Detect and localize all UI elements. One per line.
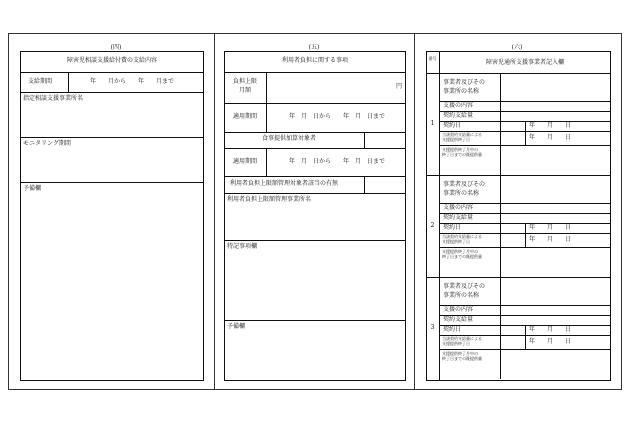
number-header: 番号 bbox=[428, 56, 437, 61]
remaining-label-2: 終了日までの既提供量 bbox=[442, 254, 482, 259]
cap-management-office-label: 利用者負担上限額管理事業所名 bbox=[227, 196, 312, 203]
panel5-label: (五) bbox=[308, 44, 320, 51]
operator-name-label-1: 事業者及びその bbox=[443, 283, 486, 290]
block-divider bbox=[426, 175, 611, 176]
operator-name-label-2: 事業所の名称 bbox=[443, 292, 480, 299]
end-date-label-1: 当該契約支給量による bbox=[442, 336, 482, 341]
contract-amount-label: 契約支給量 bbox=[443, 316, 474, 323]
meal-subject-label: 食事提供加算対象者 bbox=[262, 135, 317, 142]
contract-date-value: 年 月 日 bbox=[529, 122, 572, 129]
cap-unit: 円 bbox=[396, 83, 403, 90]
panel6-label: (六) bbox=[511, 44, 523, 51]
remaining-label-1: 支援提供終了月中の bbox=[442, 249, 478, 254]
applicable-period-label: 適用期間 bbox=[232, 113, 257, 120]
contract-amount-label: 契約支給量 bbox=[443, 214, 474, 221]
date-divider bbox=[525, 325, 526, 349]
row-number: 3 bbox=[430, 324, 435, 331]
panel4-reserve-label: 予備欄 bbox=[23, 185, 42, 192]
service-content-label: 支援の内容 bbox=[443, 102, 474, 109]
cap-management-label: 利用者負担上限額管理対象者該当の有無 bbox=[230, 180, 339, 187]
end-date-value: 年 月 日 bbox=[529, 236, 572, 243]
panel-divider-left bbox=[214, 33, 215, 390]
label-divider bbox=[500, 73, 501, 175]
service-content-label: 支援の内容 bbox=[443, 204, 474, 211]
end-date-label-2: 支援提供終了日 bbox=[442, 341, 470, 346]
end-date-label-2: 支援提供終了日 bbox=[442, 239, 470, 244]
applicable-period-value: 年 月 日から 年 月 日まで bbox=[289, 113, 386, 120]
support-period-label: 支給期間 bbox=[28, 78, 53, 85]
block-divider bbox=[426, 277, 611, 278]
contract-date-value: 年 月 日 bbox=[529, 326, 572, 333]
provider-name-label: 指定相談支援事業所名 bbox=[23, 95, 84, 102]
service-content-label: 支援の内容 bbox=[443, 306, 474, 313]
panel5-title: 利用者負担に関する事項 bbox=[281, 57, 348, 64]
support-period-value: 年 月から 年 月まで bbox=[90, 78, 175, 85]
end-date-label-1: 当該契約支給量による bbox=[442, 132, 482, 137]
operator-name-label-2: 事業所の名称 bbox=[443, 88, 480, 95]
panel5-reserve-label: 予備欄 bbox=[227, 323, 246, 330]
contract-date-label: 契約日 bbox=[443, 326, 462, 333]
meal-period-value: 年 月 日から 年 月 日まで bbox=[289, 158, 386, 165]
end-date-value: 年 月 日 bbox=[529, 134, 572, 141]
panel4-title: 障害児相談支援給付費の支給内容 bbox=[66, 57, 157, 64]
label-divider bbox=[500, 175, 501, 277]
panel4-label: (四) bbox=[110, 44, 122, 51]
operator-name-label-1: 事業者及びその bbox=[443, 181, 486, 188]
remaining-label-2: 終了日までの既提供量 bbox=[442, 152, 482, 157]
label-divider bbox=[500, 277, 501, 379]
operator-name-label-2: 事業所の名称 bbox=[443, 190, 480, 197]
contract-date-value: 年 月 日 bbox=[529, 224, 572, 231]
end-date-value: 年 月 日 bbox=[529, 338, 572, 345]
panel6-title: 障害児通所支援事業者記入欄 bbox=[485, 59, 564, 66]
contract-amount-label: 契約支給量 bbox=[443, 112, 474, 119]
operator-name-label-1: 事業者及びその bbox=[443, 79, 486, 86]
remaining-label-1: 支援提供終了月中の bbox=[442, 351, 478, 356]
end-date-label-2: 支援提供終了日 bbox=[442, 137, 470, 142]
contract-date-label: 契約日 bbox=[443, 224, 462, 231]
monitoring-period-label: モニタリング期間 bbox=[23, 140, 71, 147]
row-number: 1 bbox=[430, 120, 435, 127]
date-divider bbox=[525, 121, 526, 145]
remaining-label-1: 支援提供終了月中の bbox=[442, 147, 478, 152]
special-notes-label: 特記事項欄 bbox=[227, 243, 258, 250]
remaining-label-2: 終了日までの既提供量 bbox=[442, 356, 482, 361]
panel5-form bbox=[224, 51, 406, 381]
date-divider bbox=[525, 223, 526, 247]
cap-label-line2: 月額 bbox=[238, 87, 251, 94]
meal-period-label: 適用期間 bbox=[232, 158, 257, 165]
contract-date-label: 契約日 bbox=[443, 122, 462, 129]
panel-divider-right bbox=[414, 33, 415, 390]
end-date-label-1: 当該契約支給量による bbox=[442, 234, 482, 239]
row-number: 2 bbox=[430, 222, 435, 229]
cap-label-line1: 負担上限 bbox=[232, 78, 257, 85]
